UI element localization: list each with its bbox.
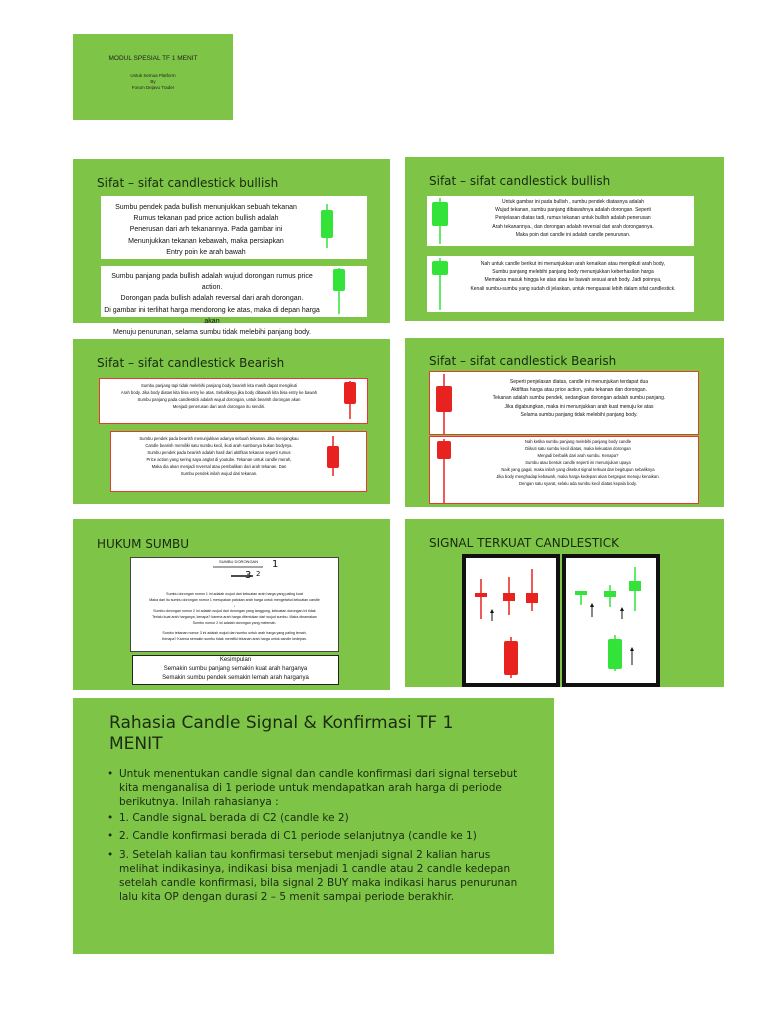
- text-line: Terlalu kuat arah harganya, kenapa? karena arah harga ditentukan dari wujud sumbu. Maka dinamakan: [152, 615, 317, 620]
- text-box-top-short-wick: [427, 196, 694, 246]
- slide-hukum-sumbu: [73, 519, 390, 690]
- text-line: Price action yang sering saya anglat di youtube. Tekanan untuk candle merah,: [146, 457, 292, 462]
- wick-number-2: 2: [256, 570, 261, 578]
- bullish-candle-short-wick: [101, 196, 367, 259]
- text-line: Sumbu panjang pada bullish adalah wujud dorongan rumus price action.: [111, 273, 313, 292]
- text-line: Nah ketika sumbu panjang melebihi panjang body candle: [524, 439, 632, 444]
- text-box-bearish-strength: [429, 371, 699, 435]
- text-line: Sumbu panjang melebihi panjang body menunjukkan keberhasilan harga: [492, 269, 654, 276]
- conclusion-box: [132, 655, 339, 685]
- text-line: Selama sumbu panjang tidak melebihi panjang body.: [520, 411, 638, 418]
- text-line: Entry poin ke arah bawah: [166, 248, 246, 256]
- slide-title: Sifat – sifat candlestick bullish: [97, 176, 279, 190]
- text-line: setelah candle konfirmasi, bila signal 2 BUY maka indikasi harus penurunan: [119, 877, 518, 889]
- text-line: Penjelasan diatas tadi, rumus tekanan untuk bullish adalah penerusan: [495, 215, 651, 222]
- text-box-short-wick: [101, 196, 367, 259]
- slide-title: SIGNAL TERKUAT CANDLESTICK: [429, 536, 619, 550]
- text-line: kita menganalisa di 1 periode untuk mendapatkan arah harga di periode: [119, 782, 502, 794]
- text-line: Rumus tekanan pad price action bullish adalah: [133, 215, 279, 223]
- slide-title: HUKUM SUMBU: [97, 537, 190, 551]
- slide-bearish-left: [73, 339, 390, 504]
- text-line: Sumbu nomor 2 ini adalah dorongan yang melemah.: [192, 620, 277, 625]
- slide-signal-terkuat: [405, 519, 724, 687]
- text-line: Memaksa masuk hingga ke atas atau ke bawah sesuai arah body. Jadi poinnya,: [484, 277, 662, 284]
- slide-rahasia: [73, 698, 554, 954]
- bullet-dot: •: [107, 768, 114, 780]
- text-line: Sumbu pendek pada bearish adalah hasil dari aktifitas tekanan seperti rumus: [147, 450, 291, 455]
- bullish-candle-long-wick: [101, 266, 367, 317]
- text-line: 3. Setelah kalian tau konfirmasi tersebut menjadi signal 2 kalian harus: [119, 849, 491, 861]
- text-line: Jika digabungkan, maka ini menunjukkan arah kuat menuju ke atas: [504, 403, 654, 410]
- bearish-candle: [111, 432, 368, 493]
- slide-title: Sifat – sifat candlestick bullish: [429, 174, 611, 188]
- bullet-dot: •: [107, 830, 114, 842]
- slide-bullish-right: [405, 157, 724, 321]
- text-box-strongest-signal: [429, 436, 699, 504]
- text-line: melihat indikasinya, indikasi bisa menjadi 1 candle atau 2 candle kedepan: [119, 863, 511, 875]
- conclusion-line: Semakin sumbu panjang semakin kuat arah harganya: [163, 666, 308, 672]
- text-line: Di gambar ini terlihat harga mendorong ke atas, maka di depan harga akan: [104, 306, 320, 325]
- text-line: 2. Candle konfirmasi berada di C1 periode selanjutnya (candle ke 1): [119, 830, 477, 842]
- arrow-line: ↓: [233, 603, 236, 608]
- text-line: Sumbu pendek pada bearish menunjukkan adanya sebuah tekanan. Jika menjangkau: [139, 436, 299, 441]
- text-line: Sumbu panjang pada candlestick adalah wujud dorongan, untuk bearish dorongan akan: [137, 397, 301, 402]
- text-line: Sumbu panjang tapi tidak melebihi panjang body bearish kita masih dapat mengikuti: [141, 383, 297, 388]
- text-line: Dengan satu syarat, selalu ada sumbu kecil diatas kepala body.: [519, 481, 637, 486]
- text-line: Sumbu atau bentuk candle seperti ini menunjukan upaya: [525, 460, 631, 465]
- bullet-item: [107, 811, 539, 825]
- text-line: Untuk menentukan candle signal dan candle konfirmasi dari signal tersebut: [119, 768, 518, 780]
- rahasia-title: Rahasia Candle Signal & Konfirmasi TF 1 MENIT: [109, 713, 454, 754]
- cover-line-3: Forum Dejavu Trader: [131, 85, 175, 90]
- text-box-continuation: [427, 256, 694, 312]
- slide-title: Sifat – sifat candlestick Bearish: [429, 354, 617, 368]
- text-line: Nah untuk candle berikut ini menunjukkan arah kenaikan atau mengikuti arah body,: [480, 261, 666, 267]
- text-line: Jika body menghadap kebawah, maka harga kedepan akan bergegas menuju kenaikan.: [496, 474, 660, 479]
- text-line: Dorongan pada bullish adalah reversal dari arah dorongan.: [120, 295, 304, 303]
- text-box-long-wick: [101, 266, 367, 337]
- text-line: Sumbu dorongan nomor 2 ini adalah wujud dari dorongan yang tanggung, kekuatan dorongan ini tidak: [153, 609, 316, 614]
- text-line: Sumbu tekanan nomor 3 ini adalah wujud dari sumbu untuk arah harga yang paling lemah,: [162, 630, 307, 635]
- cover-line-2: By: [150, 79, 156, 84]
- text-line: Menjadi penerusan dari arah dorongan itu sendiri.: [172, 404, 266, 409]
- bullet-dot: •: [107, 849, 114, 861]
- text-line: Penerusan dari arh tekanannya. Pada gambar ini: [129, 226, 283, 234]
- slide-bearish-right: [405, 338, 724, 507]
- bullish-signal-panel: [564, 556, 658, 685]
- bullet-item: [107, 767, 539, 809]
- text-line: Tekanan adalah sumbu pendek, sedangkan dorongan adalah sumbu panjang.: [492, 395, 666, 402]
- text-line: 1. Candle signaL berada di C2 (candle ke 2): [119, 812, 349, 824]
- text-line: Arah body. Jika body diatas kita bisa entry ke atas. Sebaliknya jika body dibawah kita bisa entry ke bawah: [120, 390, 318, 395]
- wick-law-box: [130, 557, 339, 652]
- slide-bullish-left: [73, 159, 390, 337]
- text-line: Sumbu pendek pada bullish menunjukkan sebuah tekanan: [115, 204, 297, 211]
- text-line: Kenapa? Karena semakin sumbu tidak memiliki tekanan arah harga untuk candle kedepan.: [161, 636, 308, 641]
- cover-line-1: Untuk Semua Platform: [130, 73, 176, 78]
- text-line: Maka dia akan menjadi reversal atau pembalikan dari arah tekanan. Dan: [151, 464, 287, 469]
- text-line: Untuk gambar ini pada bullish , sumbu pendek diatasnya adalah: [501, 199, 645, 205]
- text-line: Seperti penjelasan diatas, candle ini menunjukan terdapat dua: [509, 379, 649, 385]
- bearish-candle: [100, 379, 369, 425]
- text-line: lalu kita OP dengan durasi 2 – 5 menit sampai periode berakhir.: [119, 891, 455, 903]
- cover-slide: [73, 34, 233, 120]
- text-line: Sumbu dorongan nomor 1 ini adalah wujud dari kekuatan arah harga yang paling kuat: [166, 592, 303, 596]
- text-line: Menjadi berbalik dari arah sumbu. Kenapa?: [537, 453, 619, 458]
- bearish-signal-panel: [464, 556, 558, 685]
- text-box-long-wick-bearish: [99, 378, 368, 424]
- text-box-short-wick-bearish: [110, 431, 367, 492]
- text-line: Wujud tekanan, sumbu panjang dibawahnya adalah dorongan. Seperti: [495, 207, 651, 214]
- text-line: Menuju penurunan, selama sumbu tidak melebihi panjang body.: [113, 329, 311, 337]
- diagram-label: SUMBU DORONGAN: [219, 559, 259, 564]
- bullet-dot: •: [107, 812, 114, 824]
- bullet-item: [107, 829, 539, 843]
- text-line: Kenali sumbu-sumbu yang sudah di jelaskan, untuk menguasai lebih dalam sifat candlestick.: [470, 285, 676, 292]
- wick-number-3: 3: [245, 570, 252, 581]
- bullet-item: [107, 848, 539, 904]
- text-line: Diikuti satu sumbu kecil diatas, maka kekuatan dorongan: [525, 446, 631, 451]
- slide-title: Sifat – sifat candlestick Bearish: [97, 356, 285, 370]
- text-line: Menunjukkan tekanan kebawah, maka persiapkan: [128, 237, 284, 245]
- text-line: Maka dari itu sumbu dorongan nomor 1 merupakan patokan arah harga untuk mengetahui kekuatan candle: [149, 597, 320, 602]
- conclusion-title: Kesimpulan: [219, 657, 252, 663]
- text-line: Maka poin dari candle ini adalah candle penurunan.: [515, 231, 631, 238]
- cover-title: MODUL SPESIAL TF 1 MENIT: [108, 55, 198, 62]
- text-line: Naik yang gagal, maka inilah yang disebut signal terkuat dan begitupun sebaliknya: [501, 467, 655, 472]
- text-line: berikutnya. Inilah rahasianya :: [119, 796, 279, 808]
- text-line: Candle bearish memiliki satu sumbu kecil, ikuti arah sumbunya bukan bodynya.: [145, 443, 293, 448]
- wick-number-1: 1: [272, 559, 279, 570]
- signal-candles-diagram: [405, 519, 724, 687]
- text-line: Sumbu pendek inilah wujud dari tekanan.: [180, 471, 258, 476]
- text-line: Aktifitas harga atau price action, yaitu tekanan dan dorongan.: [511, 387, 647, 394]
- conclusion-line: Semakin sumbu pendek semakin lemah arah harganya: [162, 675, 309, 681]
- text-line: Arah tekanannya., dan dorongan adalah reversal dari arah dorongannya.: [492, 223, 654, 230]
